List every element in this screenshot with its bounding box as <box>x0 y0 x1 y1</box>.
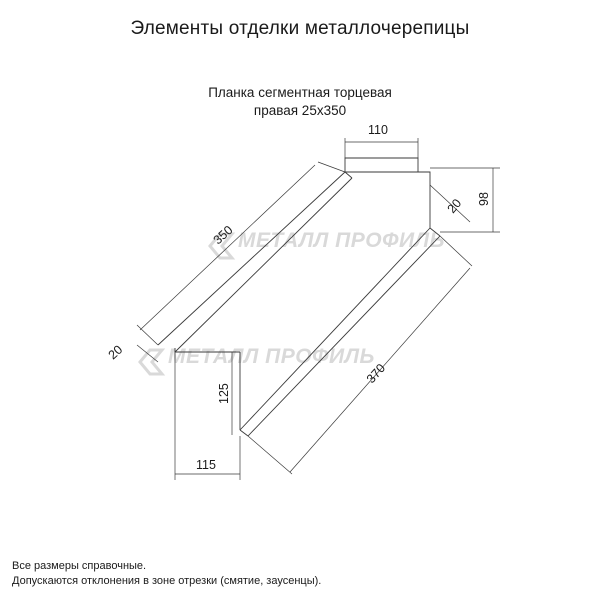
dim-right-height: 98 <box>477 192 491 206</box>
watermark-upper <box>210 229 445 258</box>
front-edge-inner <box>248 236 440 436</box>
dimension-lines <box>137 138 500 480</box>
dim-long-edge: 350 <box>210 222 236 248</box>
footnotes <box>12 559 321 589</box>
dim-left-flange-line <box>137 345 158 362</box>
dim-right-flange: 20 <box>444 196 465 216</box>
back-edge <box>158 172 345 345</box>
watermark-text-upper: МЕТАЛЛ ПРОФИЛЬ <box>238 229 445 252</box>
right-flange <box>418 172 430 228</box>
back-edge-inner <box>175 178 352 352</box>
watermark-text-lower: МЕТАЛЛ ПРОФИЛЬ <box>168 345 375 368</box>
front-edge <box>240 228 430 430</box>
dim-left-height: 125 <box>217 383 231 404</box>
watermark-logo-icon <box>140 350 162 374</box>
page-title: Элементы отделки металлочерепицы <box>130 18 470 39</box>
dim-left-flange: 20 <box>105 342 126 363</box>
dim-bottom-width: 115 <box>196 458 216 472</box>
dim-top-width: 110 <box>368 123 388 137</box>
product-name-line2: правая 25х350 <box>253 103 347 118</box>
product-name-line1: Планка сегментная торцевая <box>208 85 392 100</box>
part-outline <box>158 158 440 436</box>
top-flange <box>345 158 418 172</box>
dim-front-edge: 370 <box>363 361 389 387</box>
footnote-line2: Допускаются отклонения в зоне отрезки (смятие, заусенцы). <box>12 575 322 587</box>
footnote-line1: Все размеры справочные. <box>12 560 147 572</box>
